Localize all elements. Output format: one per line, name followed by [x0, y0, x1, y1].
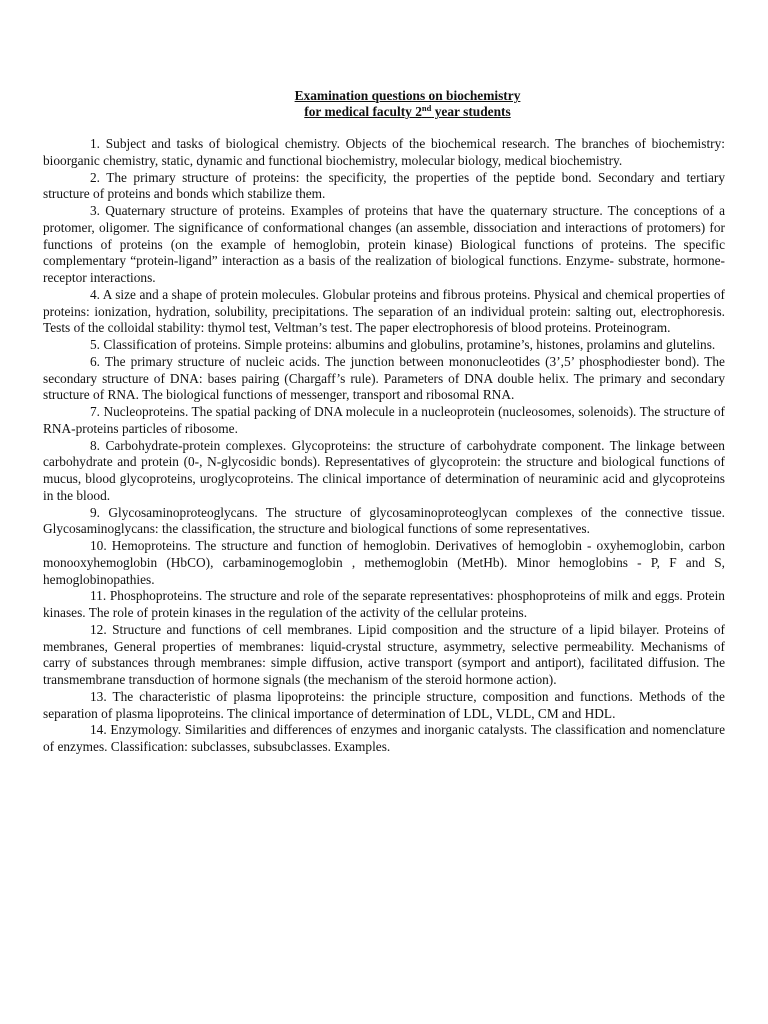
question-text: The characteristic of plasma lipoproteins: the principle structure, composition and functions. Methods of the separation of plasma lipoproteins. The clinical importance of determination of LDL, VLDL, CM and HDL.: [43, 688, 725, 721]
question-number: 4.: [90, 286, 101, 302]
question-number: 8.: [90, 437, 101, 453]
question-text: Enzymology. Similarities and differences of enzymes and inorganic catalysts. The classification and nomenclature of enzymes. Classification: subclasses, subsubclasses. Examples.: [43, 722, 725, 754]
question-13: [43, 689, 725, 723]
question-number: 7.: [90, 404, 101, 419]
question-number: 6.: [90, 353, 101, 369]
question-4: [43, 287, 725, 337]
title-line-2: [304, 104, 510, 120]
question-text: The primary structure of proteins: the specificity, the properties of the peptide bond. Secondary and tertiary structure of proteins and bonds which stabilize them.: [43, 169, 725, 202]
ordinal-superscript: nd: [421, 103, 432, 113]
question-number: 9.: [90, 504, 101, 520]
question-number: 12.: [90, 621, 107, 637]
question-number: 14.: [90, 722, 107, 738]
question-text: Quaternary structure of proteins. Examples of proteins that have the quaternary structure. The conceptions of a protomer, oligomer. The significance of conformational changes (an assemble, dissociation and interactions of protomers) for functions of proteins (on the example of hemoglobin, protein kinase) Biological functions of proteins. The specific complementary “protein-ligand” interaction as a basis of the realization of biological functions. Enzyme- substrate, hormone-receptor interactions.: [43, 203, 726, 285]
question-text: Classification of proteins. Simple proteins: albumins and globulins, protamine’s, histones, prolamins and glutelins.: [103, 337, 716, 352]
question-text: Carbohydrate-protein complexes. Glycoproteins: the structure of carbohydrate component. The linkage between carbohydrate and protein (0-, N-glycosidic bonds). Representatives of glycoprotein: the structure and biological functions of mucus, blood glycoproteins, uroglycoproteins. The clinical importance of determination of neuraminic acid and glycoproteins in the blood.: [43, 437, 725, 503]
question-number: 11.: [90, 588, 107, 604]
question-1: [43, 136, 725, 170]
question-5: [43, 337, 725, 354]
question-14: [43, 722, 725, 756]
question-6: [43, 354, 725, 404]
question-text: Subject and tasks of biological chemistry. Objects of the biochemical research. The branches of biochemistry: bioorganic chemistry, static, dynamic and functional biochemistry, molecular biology, medical biochemistry.: [43, 136, 726, 168]
question-3: [43, 203, 725, 287]
question-number: 5.: [90, 337, 101, 352]
title-line-2-end: year students: [431, 104, 511, 119]
title-line-1: Examination questions on biochemistry: [294, 88, 521, 103]
question-text: Phosphoproteins. The structure and role of the separate representatives: phosphoproteins of milk and eggs. Protein kinases. The role of protein kinases in the regulation of the activity of the cellular proteins.: [43, 588, 725, 620]
question-number: 1.: [90, 136, 101, 151]
question-text: The primary structure of nucleic acids. The junction between mononucleotides (3’,5’ phosphodiester bond). The secondary structure of DNA: bases pairing (Chargaff’s rule). Parameters of DNA double helix. The primary and secondary structure of RNA. The biological functions of messenger, transport and ribosomal RNA.: [43, 353, 725, 403]
question-9: [43, 505, 725, 539]
question-text: Glycosaminoproteoglycans. The structure of glycosaminoproteoglycan complexes of the connective tissue. Glycosaminoglycans: the classification, the structure and biological functions of some representatives.: [43, 504, 725, 537]
question-number: 10.: [90, 538, 107, 553]
title-line-2-start: for medical faculty 2: [304, 104, 422, 119]
document-title: [0, 88, 768, 120]
question-number: 3.: [90, 203, 101, 218]
question-number: 13.: [90, 688, 107, 704]
question-7: [43, 404, 725, 438]
question-text: Hemoproteins. The structure and function of hemoglobin. Derivatives of hemoglobin - oxyhemoglobin, carbon monooxyhemoglobin (HbCO), carbaminogemoglobin , methemoglobin (MetHb). Minor hemoglobins - P, F and S, hemoglobinopathies.: [43, 538, 725, 587]
question-text: A size and a shape of protein molecules. Globular proteins and fibrous proteins. Physical and chemical properties of proteins: ionization, hydration, solubility, precipitations. The separation of an individual protein: salting out, electrophoresis. Tests of the colloidal stability: thymol test, Veltman’s test. The paper electrophoresis of blood proteins. Proteinogram.: [43, 286, 725, 336]
question-10: [43, 538, 725, 588]
question-2: [43, 170, 725, 204]
question-text: Nucleoproteins. The spatial packing of DNA molecule in a nucleoprotein (nucleosomes, solenoids). The structure of RNA-proteins particles of ribosome.: [43, 404, 725, 436]
question-text: Structure and functions of cell membranes. Lipid composition and the structure of a lipid bilayer. Proteins of membranes, General properties of membranes: liquid-crystal structure, asymmetry, selective permeability. Mechanisms of carry of substances through membranes: simple diffusion, active transport (symport and antiport), facilitated diffusion. The transmembrane transduction of hormone signals (the mechanism of the steroid hormone action).: [43, 621, 725, 687]
question-11: [43, 588, 725, 622]
question-12: [43, 622, 725, 689]
question-number: 2.: [90, 169, 101, 185]
question-8: [43, 438, 725, 505]
question-list: [43, 136, 725, 756]
